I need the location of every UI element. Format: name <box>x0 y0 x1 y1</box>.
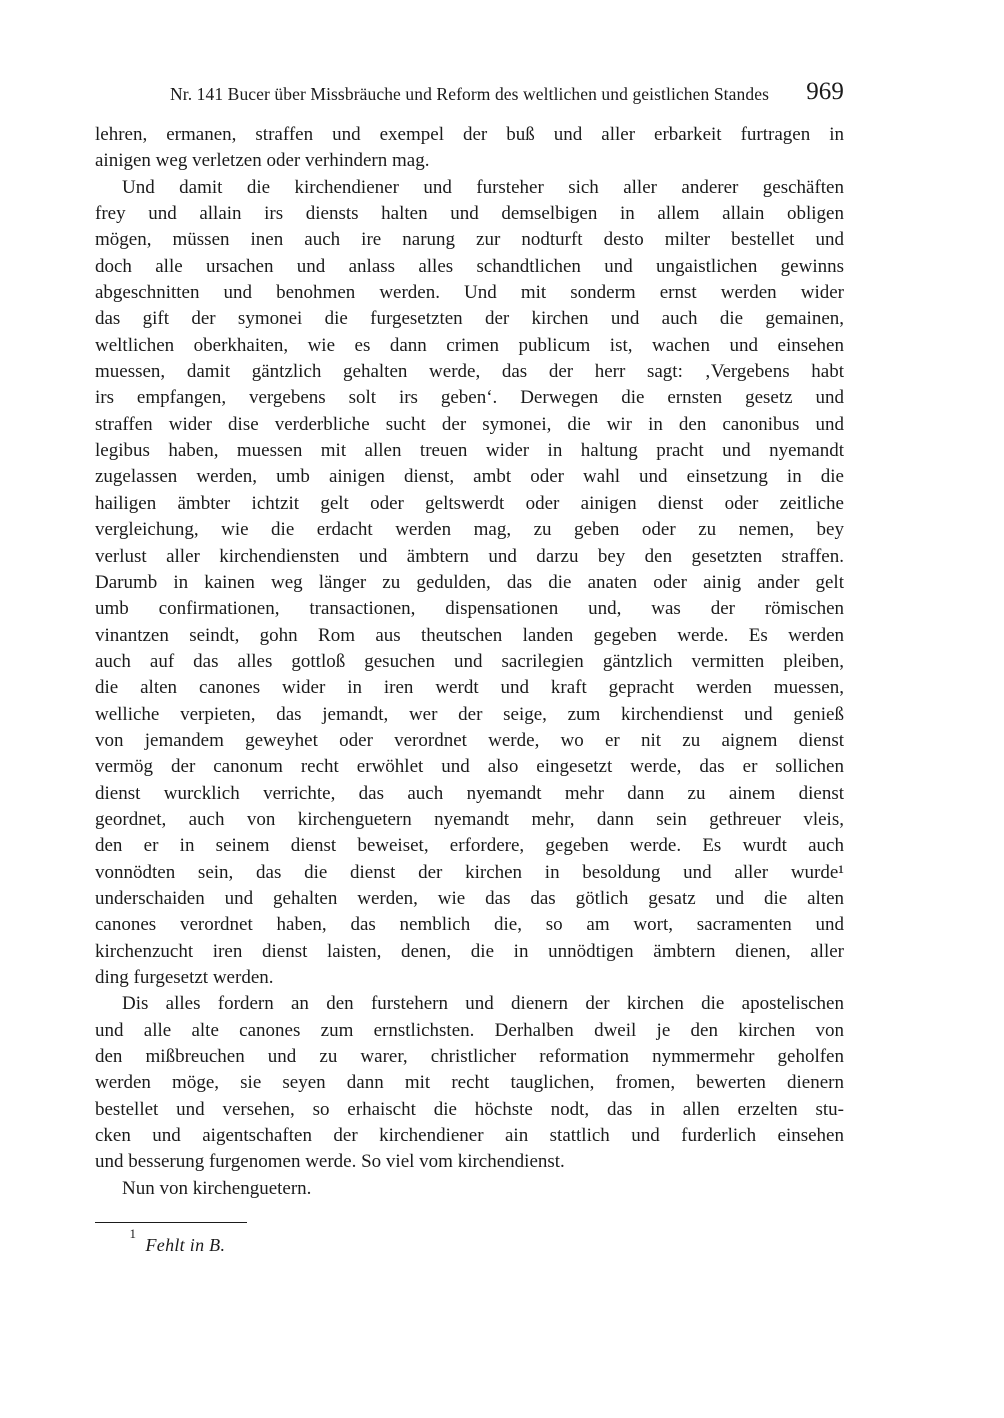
text-line: vergleichung, wie die erdacht werden mag, zu geben oder zu nemen, bey <box>95 519 844 541</box>
text-line: von jemandem geweyhet oder verordnet werde, wo er nit zu aignem dienst <box>95 729 844 751</box>
text-line: umb confirmationen, transactionen, dispensationen und, was der römischen <box>95 598 844 620</box>
paragraph <box>95 1176 844 1202</box>
footnote <box>95 1228 844 1257</box>
footnote-rule <box>95 1222 247 1223</box>
text-line: vonnödten sein, das die dienst der kirchen in besoldung und aller wurde¹ <box>95 861 844 883</box>
text-line: vinantzen seindt, gohn Rom aus theutschen landen gegeben werde. Es werden <box>95 624 844 646</box>
text-line: und alle alte canones zum ernstlichsten. Derhalben dweil je den kirchen von <box>95 1019 844 1041</box>
text-line: Dis alles fordern an den furstehern und dienern der kirchen die apostelischen <box>122 993 844 1015</box>
running-head-title: Nr. 141 Bucer über Missbräuche und Reform des weltlichen und geistlichen Standes <box>170 84 769 104</box>
text-line: Nun von kirchenguetern. <box>122 1177 312 1199</box>
text-line: zugelassen werden, umb ainigen dienst, ambt oder wahl und einsetzung in die <box>95 466 844 488</box>
text-line: dienst wurcklich verrichte, das auch nyemandt mehr dann zu ainem dienst <box>95 782 844 804</box>
text-line: doch alle ursachen und anlass alles schandtlichen und ungaistlichen gewinns <box>95 255 844 277</box>
text-line: und besserung furgenomen werde. So viel vom kirchendienst. <box>95 1151 565 1173</box>
text-line: ding furgesetzt werden. <box>95 967 274 988</box>
text-line: vermög der canonum recht erwöhlet und also eingesetzt werde, das er sollichen <box>95 756 844 778</box>
text-line: auch auf das alles gottloß gesuchen und sacrilegien gäntzlich vermitten pleiben, <box>95 650 844 672</box>
text-line: underschaiden und gehalten werden, wie das das götlich gesatz und die alten <box>95 887 844 909</box>
text-line: canones verordnet haben, das nemblich die, so am wort, sacramenten und <box>95 914 844 936</box>
text-line: den er in seinem dienst beweiset, erfordere, gegeben werde. Es wurdt auch <box>95 835 844 857</box>
paragraph <box>95 991 844 1175</box>
text-line: legibus haben, muessen mit allen treuen wider in haltung pracht und nyemandt <box>95 440 844 462</box>
text-line: den mißbreuchen und zu warer, christlicher reformation nymmermehr geholfen <box>95 1046 844 1068</box>
text-line: ainigen weg verletzen oder verhindern mag. <box>95 150 430 172</box>
text-line: irs empfangen, vergebens solt irs geben‘. Derwegen die ernsten gesetz und <box>95 387 844 409</box>
text-line: bestellet und versehen, so erhaischt die höchste nodt, das in allen erzelten stu- <box>95 1098 844 1120</box>
body-text <box>95 122 844 1202</box>
footnote-marker: 1 <box>129 1226 136 1241</box>
text-line: lehren, ermanen, straffen und exempel der buß und aller erbarkeit furtragen in <box>95 124 844 145</box>
text-line: die alten canones wider in iren werdt und kraft gepracht werden muessen, <box>95 677 844 699</box>
text-line: verlust aller kirchendiensten und ämbtern und darzu bey den gesetzten straffen. <box>95 545 844 567</box>
running-head <box>95 78 844 105</box>
text-line: Darumb in kainen weg länger zu gedulden, das die anaten oder ainig ander gelt <box>95 571 844 593</box>
text-line: hailigen ämbter ichtzit gelt oder geltswerdt oder ainigen dienst oder zeitliche <box>95 492 844 514</box>
paragraph <box>95 175 844 992</box>
text-line: das gift der symonei die furgesetzten der kirchen und auch die gemainen, <box>95 308 844 330</box>
page-number: 969 <box>806 78 844 105</box>
text-line: muessen, damit gäntzlich gehalten werde, das der herr sagt: ‚Vergebens habt <box>95 361 844 383</box>
text-line: mögen, müssen inen auch ire narung zur nodturft desto milter bestellet und <box>95 229 844 251</box>
text-line: weltlichen oberkhaiten, wie es dann crimen publicum ist, wachen und einsehen <box>95 334 844 356</box>
text-line: kirchenzucht iren dienst laisten, denen, die in unnödtigen ämbtern dienen, aller <box>95 940 844 962</box>
text-line: welliche verpieten, das jemandt, wer der seige, zum kirchendienst und genieß <box>95 703 844 725</box>
paragraph <box>95 122 844 175</box>
text-line: werden möge, sie seyen dann mit recht tauglichen, fromen, bewerten dienern <box>95 1072 844 1094</box>
text-line: straffen wider dise verderbliche sucht der symonei, die wir in den canonibus und <box>95 413 844 435</box>
text-line: abgeschnitten und benohmen werden. Und mit sonderm ernst werden wider <box>95 282 844 304</box>
text-line: Und damit die kirchendiener und fursteher sich aller anderer geschäften <box>122 176 844 198</box>
text-line: cken und aigentschaften der kirchendiener ain stattlich und furderlich einsehen <box>95 1125 844 1147</box>
footnote-text: Fehlt in B. <box>145 1235 226 1255</box>
text-line: geordnet, auch von kirchenguetern nyemandt mehr, dann sein gethreuer vleis, <box>95 808 844 830</box>
text-line: frey und allain irs diensts halten und demselbigen in allem allain obligen <box>95 203 844 225</box>
